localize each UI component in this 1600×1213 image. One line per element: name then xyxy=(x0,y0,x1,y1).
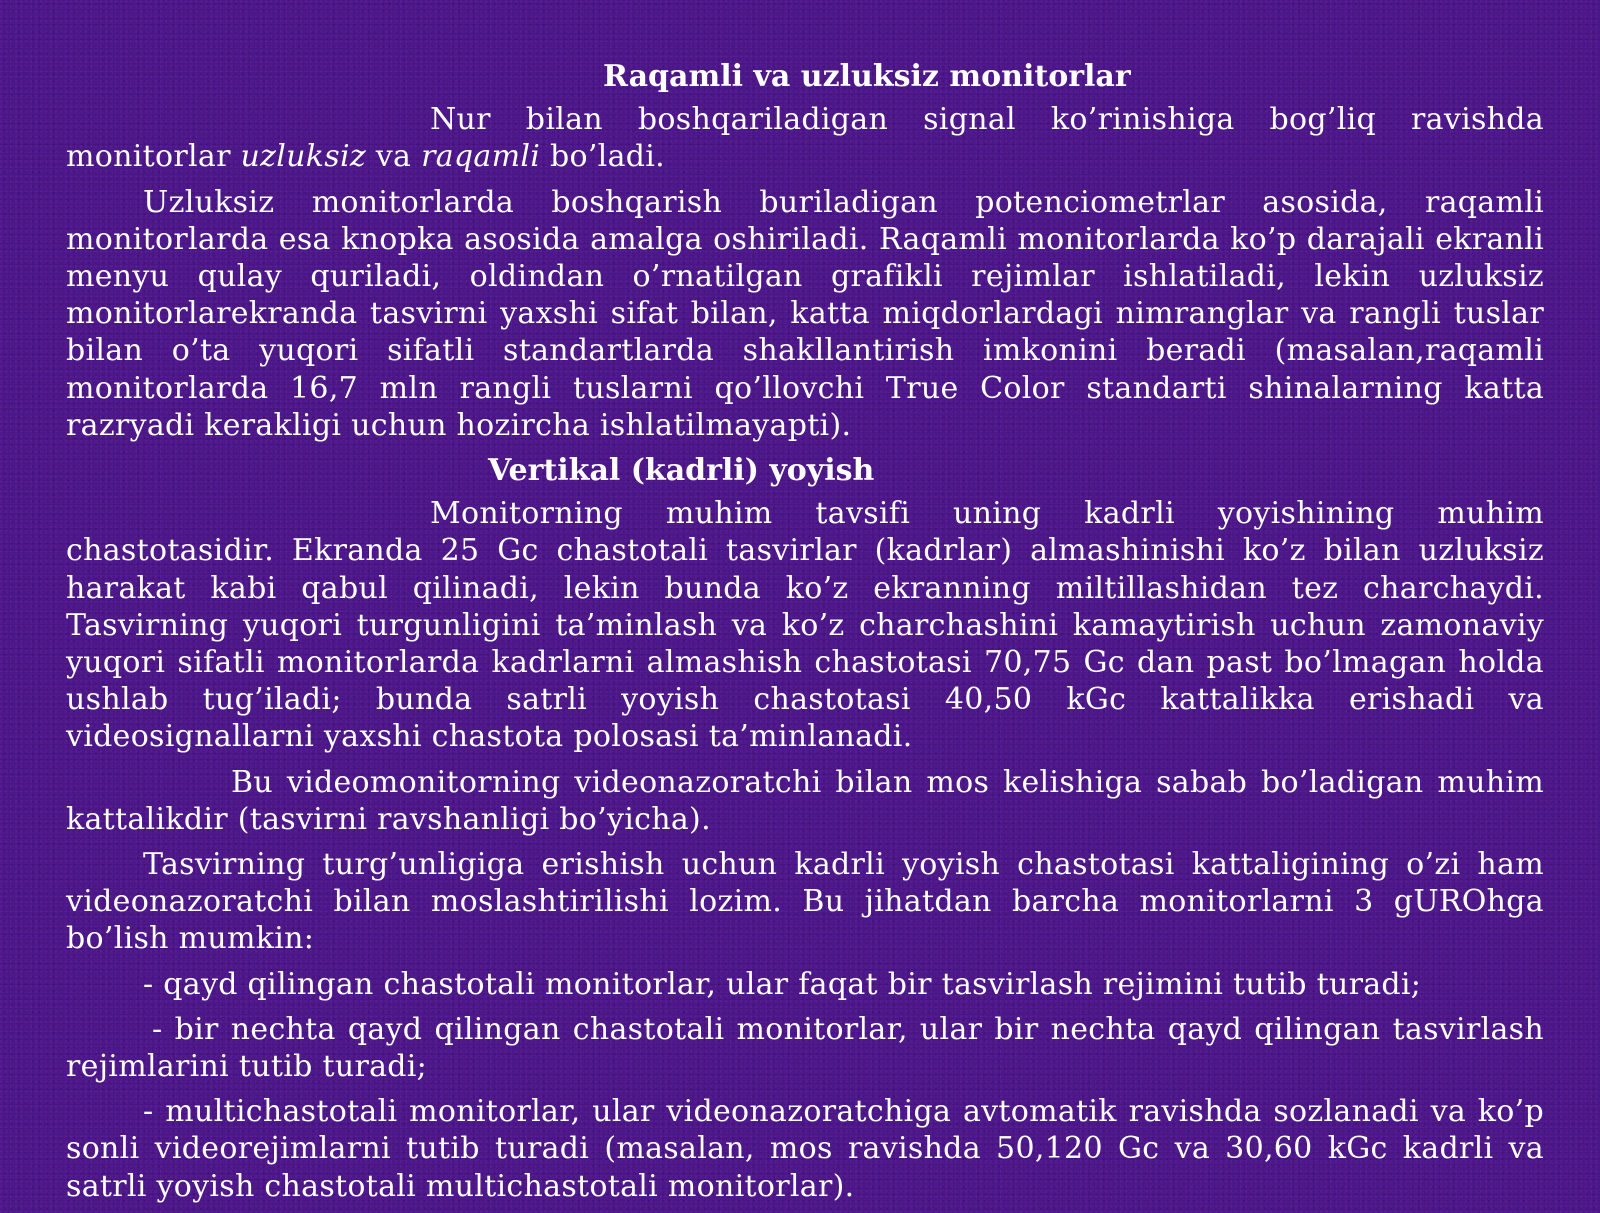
italic-term-uzluksiz: uzluksiz xyxy=(240,139,366,175)
paragraph-text: bo’ladi. xyxy=(540,139,665,175)
section-heading-digital-analog-monitors: Raqamli va uzluksiz monitorlar xyxy=(603,59,1131,94)
list-item-fixed-frequency: - qayd qilingan chastotali monitorlar, ular faqat bir tasvirlash rejimini tutib turadi; xyxy=(143,966,1422,1002)
paragraph-control-methods: Uzluksiz monitorlarda boshqarish buriladigan potenciometrlar asosida, raqamli monitorlarda esa knopka asosida amalga oshiriladi. Raqamli monitorlarda ko’p darajali ekranli menyu qulay quriladi, oldindan o’rnatilgan grafikli rejimlar ishlatiladi, lekin uzluksiz monitorlarekranda tasvirni yaxshi sifat bilan, katta miqdorlardagi nimranglar va rangli tuslar bilan o’ta yuqori sifatli standartlarda shakllantirish imkonini beradi (masalan,raqamli monitorlarda 16,7 mln rangli tuslarni qo’llovchi True Color standarti shinalarning katta razryadi kerakligi uchun hozircha ishlatilmayapti). xyxy=(66,184,1544,443)
paragraph-frame-frequency: Monitorning muhim tavsifi uning kadrli yoyishining muhim chastotasidir. Ekranda 25 Gc chastotali tasvirlar (kadrlar) almashinishi ko’z bilan uzluksiz harakat kabi qabul qilinadi, lekin bunda ko’z ekranning miltillashidan tez charchaydi. Tasvirning yuqori turgunligini ta’minlash va ko’z charchashini kamaytirish uchun zamonaviy yuqori sifatli monitorlarda kadrlarni almashish chastotasi 70,75 Gc dan past bo’lmagan holda ushlab tug’iladi; bunda satrli yoyish chastotasi 40,50 kGc kattalikka erishadi va videosignallarni yaxshi chastota polosasi ta’minlanadi. xyxy=(66,496,1544,755)
paragraph-monitor-types xyxy=(66,101,1544,175)
section-heading-vertical-scan: Vertikal (kadrli) yoyish xyxy=(488,453,875,489)
list-item-multifrequency: - multichastotali monitorlar, ular videonazoratchiga avtomatik ravishda sozlanadi va ko’p sonli videorejimlarni tutib turadi (masalan, mos ravishda 50,120 Gc va 30,60 kGc kadrli va satrli yoyish chastotali multichastotali monitorlar). xyxy=(66,1094,1544,1204)
list-item-multiple-fixed-frequency: - bir nechta qayd qilingan chastotali monitorlar, ular bir nechta qayd qilingan tasvirlash rejimlarini tutib turadi; xyxy=(66,1011,1544,1085)
paragraph-text: Nur bilan boshqariladigan signal ko’rinishiga bog’liq ravishda monitorlar xyxy=(66,102,1544,175)
paragraph-text: va xyxy=(365,139,422,175)
paragraph-controller-compatibility: Bu videomonitorning videonazoratchi bilan mos kelishiga sabab bo’ladigan muhim kattalikdir (tasvirni ravshanligi bo’yicha). xyxy=(66,764,1544,837)
italic-term-raqamli: raqamli xyxy=(421,139,541,175)
document-body xyxy=(66,58,1544,1213)
paragraph-monitor-groups: Tasvirning turg’unligiga erishish uchun kadrli yoyish chastotasi kattaligining o’zi ham videonazoratchi bilan moslashtirilishi lozim. Bu jihatdan barcha monitorlarni 3 gUROhga bo’lish mumkin: xyxy=(66,847,1544,957)
